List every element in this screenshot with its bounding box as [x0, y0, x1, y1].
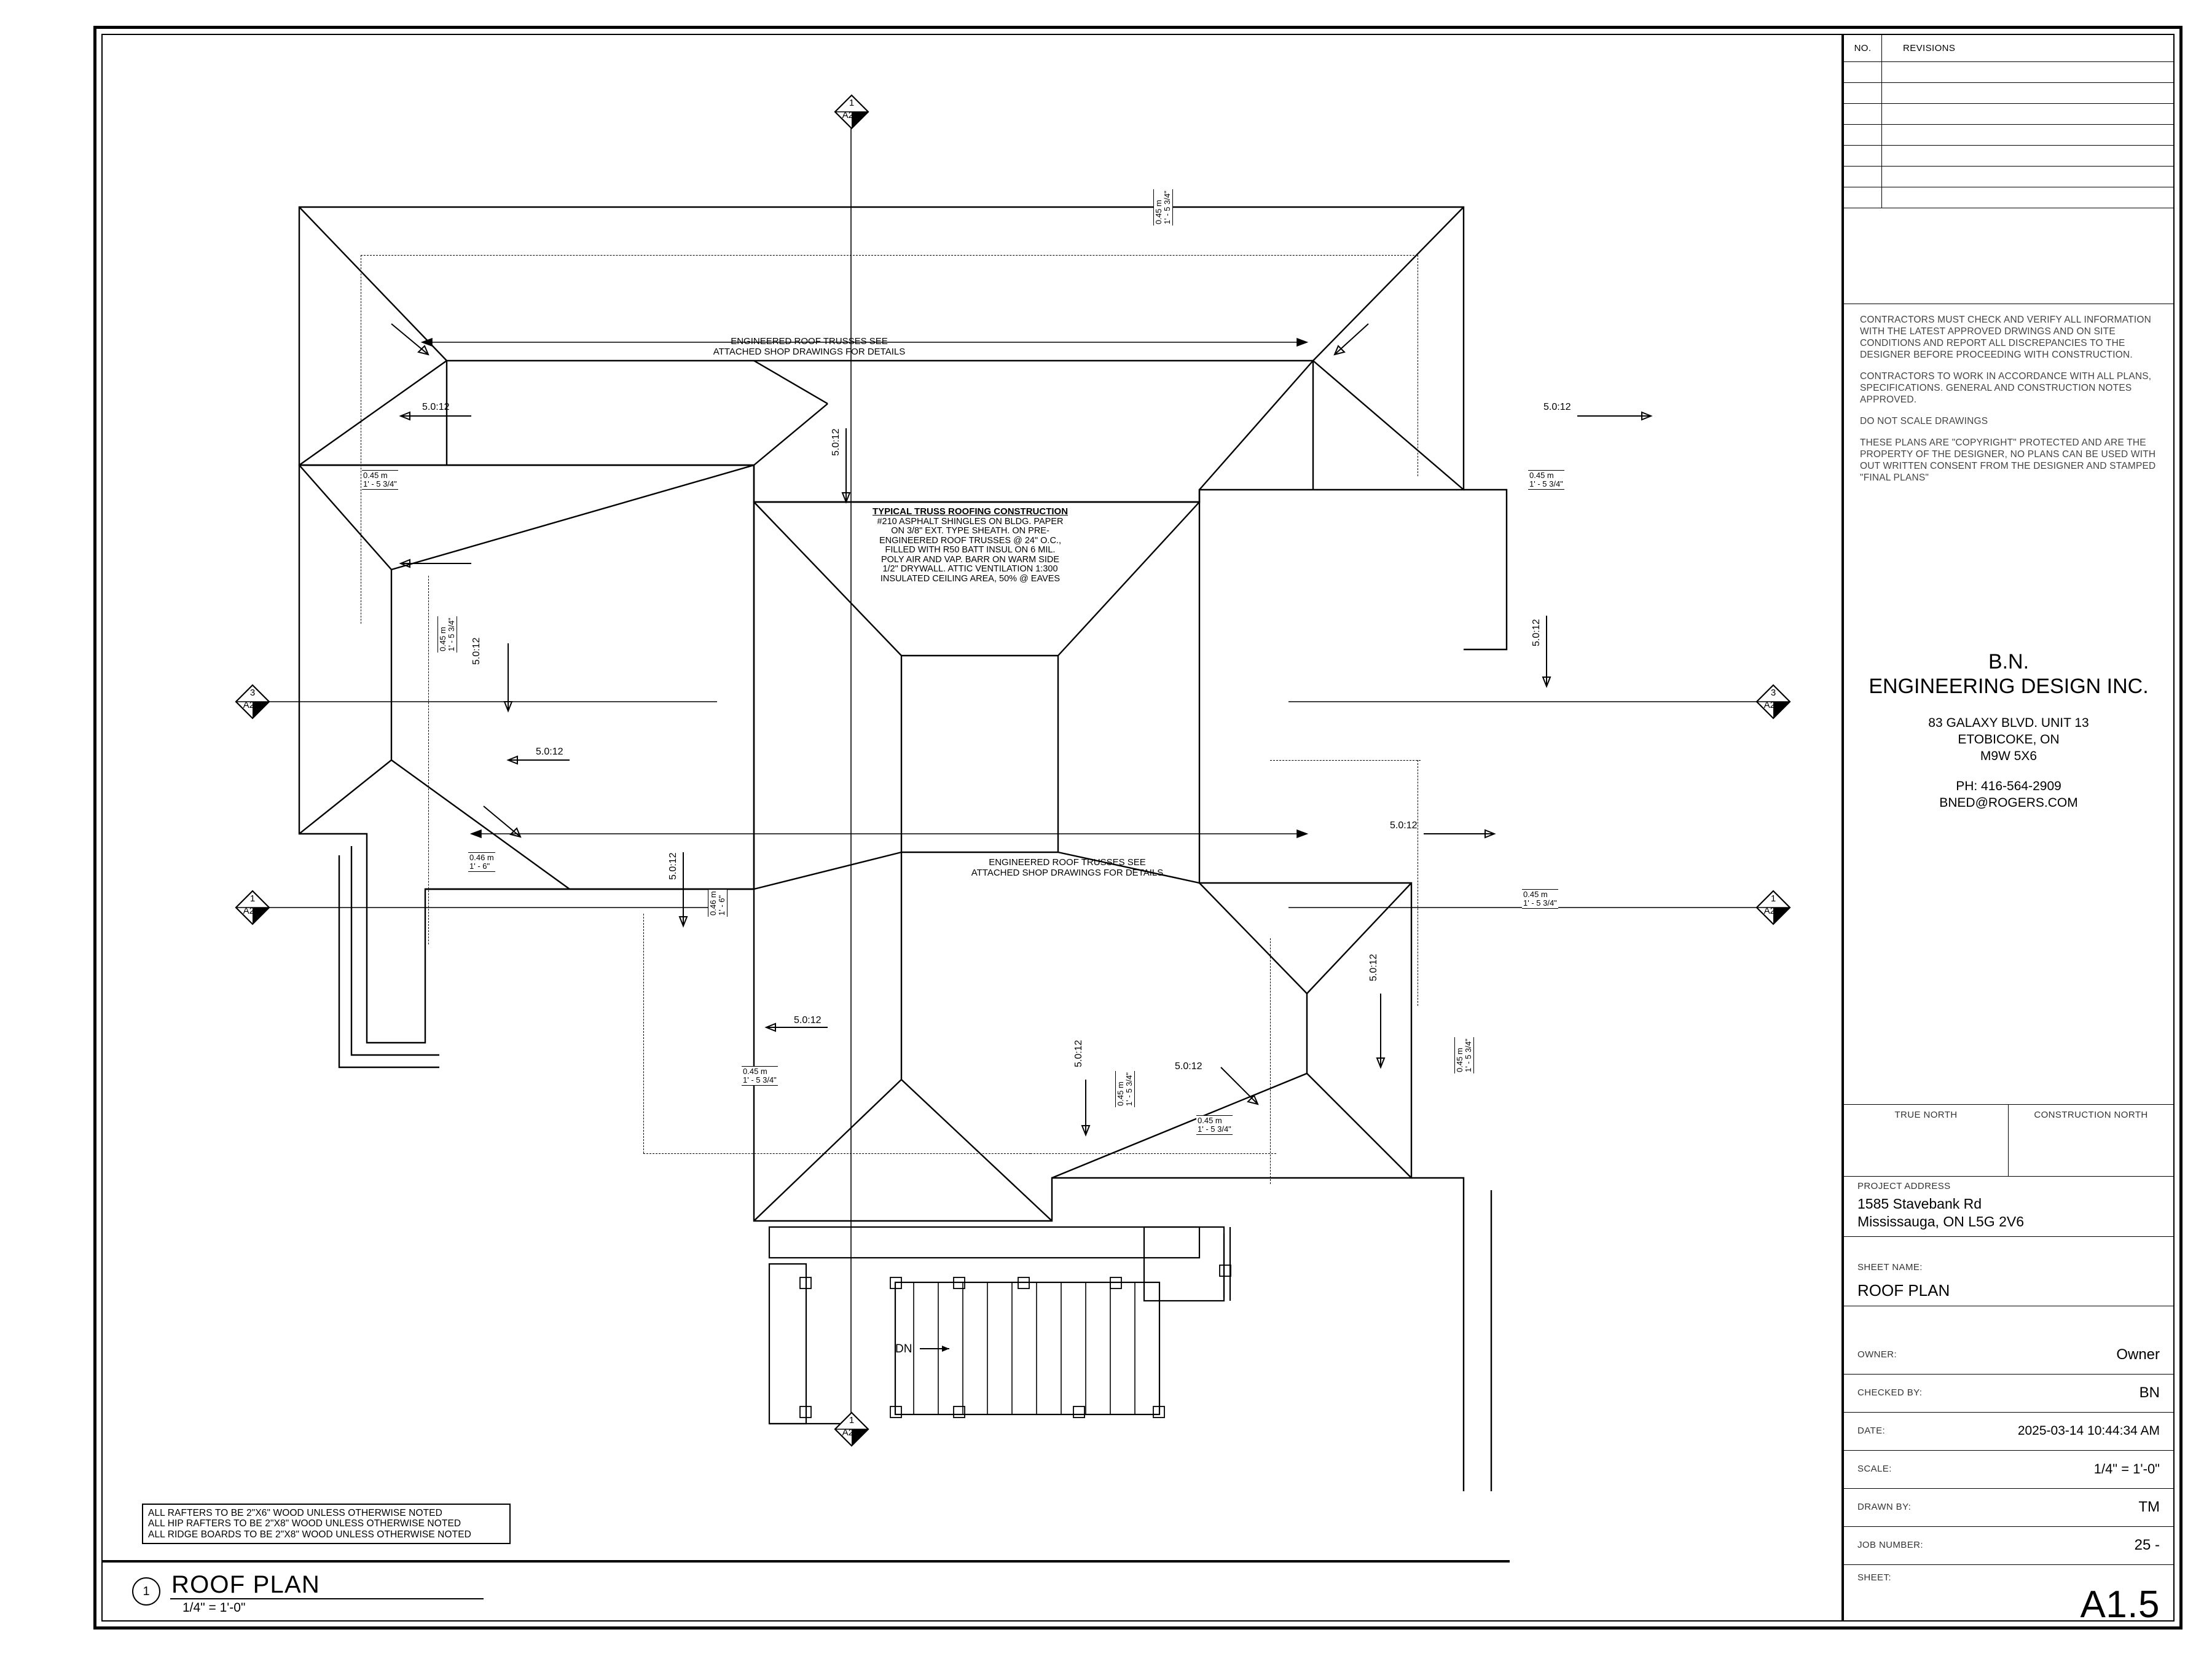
slope-label: 5.0:12: [1390, 820, 1418, 831]
revision-row[interactable]: [1844, 125, 2173, 146]
overhang-dimension: 0.46 m 1' - 6": [469, 853, 494, 871]
sheet-name-field: [1844, 1258, 2173, 1306]
slope-label: 5.0:12: [1531, 619, 1542, 646]
general-notes: [1844, 305, 2173, 500]
project-address-label: PROJECT ADDRESS: [1857, 1181, 1951, 1191]
note-paragraph: DO NOT SCALE DRAWINGS: [1860, 416, 1988, 426]
revision-no-cell: [1844, 146, 1882, 166]
overhang-dimension: 0.45 m 1' - 5 3/4": [1116, 1072, 1134, 1106]
revision-table-header: [1844, 35, 2173, 62]
overhang-dashed-line: [428, 576, 429, 944]
revision-desc-cell: [1882, 146, 2173, 166]
slope-label: 5.0:12: [831, 428, 841, 456]
truss-callout-upper: ENGINEERED ROOF TRUSSES SEE ATTACHED SHOP DRAWINGS FOR DETAILS: [713, 336, 906, 357]
construction-north-label: CONSTRUCTION NORTH: [2034, 1110, 2148, 1120]
revision-row[interactable]: [1844, 167, 2173, 187]
stair-arrow-icon: [920, 1343, 957, 1355]
overhang-dashed-line: [643, 914, 644, 1153]
slope-label: 5.0:12: [1175, 1061, 1202, 1072]
roof-plan-geometry: [103, 35, 1848, 1626]
overhang-dashed-line: [1270, 938, 1271, 1184]
slope-label: 5.0:12: [422, 402, 450, 412]
scale-value: 1/4" = 1'-0": [2093, 1461, 2160, 1477]
sheet-number-value: A1.5: [2080, 1583, 2160, 1626]
overhang-dimension: 0.45 m 1' - 5 3/4": [438, 618, 456, 651]
overhang-dimension: 0.45 m 1' - 5 3/4": [1154, 190, 1172, 224]
owner-label: OWNER:: [1857, 1349, 1897, 1360]
revision-desc-cell: [1882, 125, 2173, 145]
section-marker-left-upper[interactable]: 3 A2.1: [235, 684, 270, 720]
note-paragraph: CONTRACTORS TO WORK IN ACCORDANCE WITH ALL PLANS, SPECIFICATIONS. GENERAL AND CONSTRUCTION NOTES APPROVED.: [1860, 371, 2152, 405]
firm-name-line1: B.N.: [1988, 650, 2030, 673]
truss-callout-lower: ENGINEERED ROOF TRUSSES SEE ATTACHED SHOP DRAWINGS FOR DETAILS: [971, 857, 1164, 878]
job-number-label: JOB NUMBER:: [1857, 1540, 1923, 1550]
north-indicator-row: [1844, 1104, 2173, 1177]
overhang-dimension: 0.45 m 1' - 5 3/4": [1529, 471, 1563, 488]
slope-label: 5.0:12: [1073, 1040, 1084, 1067]
section-marker-bottom[interactable]: 1 A2.2: [834, 1411, 869, 1447]
revision-row[interactable]: [1844, 83, 2173, 104]
date-value: 2025-03-14 10:44:34 AM: [2017, 1423, 2160, 1438]
drawing-number-bubble: 1: [132, 1577, 160, 1606]
job-number-field: [1844, 1527, 2173, 1565]
drawing-sheet: [93, 26, 2183, 1630]
scale-field: [1844, 1451, 2173, 1489]
project-address-field: [1844, 1177, 2173, 1237]
rafter-notes-box: ALL RAFTERS TO BE 2"X6" WOOD UNLESS OTHERWISE NOTED ALL HIP RAFTERS TO BE 2"X8" WOOD UNLESS OTHERWISE NOTED ALL RIDGE BOARDS TO BE 2"X8" WOOD UNLESS OTHERWISE NOTED: [142, 1504, 511, 1545]
firm-address: 83 GALAXY BLVD. UNIT 13 ETOBICOKE, ON M9W 5X6: [1928, 716, 2089, 763]
slope-label: 5.0:12: [1368, 954, 1379, 981]
drawing-title-bar: [103, 1560, 1510, 1620]
section-marker-right-lower[interactable]: 1 A2.1: [1755, 890, 1791, 925]
section-marker-right-upper[interactable]: 3 A2.1: [1755, 684, 1791, 720]
scale-label: SCALE:: [1857, 1464, 1892, 1474]
revision-no-cell: [1844, 125, 1882, 145]
slope-label: 5.0:12: [536, 747, 563, 757]
drawing-title: ROOF PLAN: [171, 1571, 320, 1598]
drawing-title-scale: 1/4" = 1'-0": [182, 1601, 246, 1615]
overhang-dimension: 0.45 m 1' - 5 3/4": [1523, 890, 1557, 908]
date-field: [1844, 1413, 2173, 1451]
section-marker-left-lower[interactable]: 1 A2.1: [235, 890, 270, 925]
drawn-by-value: TM: [2138, 1498, 2160, 1515]
project-address-line1: 1585 Stavebank Rd: [1857, 1196, 1982, 1212]
overhang-dimension: 0.45 m 1' - 5 3/4": [1198, 1116, 1231, 1134]
date-label: DATE:: [1857, 1426, 1886, 1436]
revision-no-cell: [1844, 83, 1882, 103]
overhang-dimension: 0.45 m 1' - 5 3/4": [1455, 1038, 1473, 1072]
slope-label: 5.0:12: [794, 1015, 822, 1026]
checked-by-value: BN: [2139, 1384, 2160, 1401]
revision-desc-cell: [1882, 104, 2173, 124]
firm-contact: [1844, 778, 2173, 811]
revision-row[interactable]: [1844, 62, 2173, 83]
owner-value: Owner: [2116, 1346, 2160, 1363]
firm-name-line2: ENGINEERING DESIGN INC.: [1869, 675, 2149, 698]
note-paragraph: CONTRACTORS MUST CHECK AND VERIFY ALL INFORMATION WITH THE LATEST APPROVED DRWINGS AND ON SITE CONDITIONS AND REPORT ALL DISCREPANCIES TO THE DESIGNER BEFORE PROCEEDING WITH CONSTRUCTION.: [1860, 315, 2152, 360]
revision-row[interactable]: [1844, 187, 2173, 208]
owner-field: [1844, 1336, 2173, 1375]
sheet-inner-border: [101, 34, 2175, 1626]
sheet-name-label: SHEET NAME:: [1857, 1262, 1923, 1273]
overhang-dashed-line: [643, 1153, 1030, 1154]
revision-no-cell: [1844, 62, 1882, 82]
sheet-number-field: [1844, 1569, 2173, 1627]
revision-no-cell: [1844, 187, 1882, 208]
checked-by-field: [1844, 1375, 2173, 1413]
revision-desc-cell: [1882, 83, 2173, 103]
sheet-number-label: SHEET:: [1857, 1572, 1891, 1583]
roof-plan-drawing-area: [103, 35, 1841, 1620]
note-paragraph: THESE PLANS ARE "COPYRIGHT" PROTECTED AND ARE THE PROPERTY OF THE DESIGNER, NO PLANS CAN BE USED WITH OUT WRITTEN CONSENT FROM THE DESIGNER AND STAMPED "FINAL PLANS": [1860, 437, 2156, 483]
revision-col-no: NO.: [1844, 35, 1882, 61]
overhang-dashed-line: [1030, 1153, 1276, 1154]
overhang-dimension: 0.46 m 1' - 6": [708, 891, 726, 916]
overhang-dashed-line: [1270, 760, 1421, 761]
revision-desc-cell: [1882, 62, 2173, 82]
overhang-dimension: 0.45 m 1' - 5 3/4": [743, 1067, 777, 1084]
project-address-line2: Mississauga, ON L5G 2V6: [1857, 1214, 2025, 1230]
drawn-by-label: DRAWN BY:: [1857, 1502, 1912, 1512]
revision-no-cell: [1844, 167, 1882, 187]
revision-row[interactable]: [1844, 104, 2173, 125]
firm-identity-block: [1844, 649, 2173, 811]
revision-row[interactable]: [1844, 146, 2173, 167]
typical-truss-construction-note: TYPICAL TRUSS ROOFING CONSTRUCTION #210 ASPHALT SHINGLES ON BLDG. PAPER ON 3/8" EXT. TYPE SHEATH. ON PRE- ENGINEERED ROOF TRUSSES @ 24" O.C., FILLED WITH R50 BATT INSUL ON 6 MIL. POLY AIR AND VAP. BARR ON WARM SIDE 1/2" DRYWALL. ATTIC VENTILATION 1:300 INSULATED CEILING AREA, 50% @ EAVES: [872, 506, 1069, 584]
title-block: [1841, 35, 2173, 1626]
drawn-by-field: [1844, 1489, 2173, 1527]
revision-col-title: REVISIONS: [1903, 43, 1956, 53]
overhang-dimension: 0.45 m 1' - 5 3/4": [363, 471, 397, 488]
true-north-label: TRUE NORTH: [1844, 1105, 2009, 1176]
stair-direction-label: DN: [895, 1343, 912, 1355]
drawing-title-underline: [170, 1598, 484, 1599]
firm-phone: PH: 416-564-2909: [1956, 779, 2061, 793]
section-marker-top[interactable]: 1 A2.2: [834, 94, 869, 130]
revision-desc-cell: [1882, 187, 2173, 208]
slope-label: 5.0:12: [1543, 402, 1571, 412]
sheet-name-value: ROOF PLAN: [1857, 1281, 1950, 1300]
checked-by-label: CHECKED BY:: [1857, 1387, 1923, 1398]
slope-label: 5.0:12: [668, 852, 678, 880]
revision-no-cell: [1844, 104, 1882, 124]
job-number-value: 25 -: [2134, 1536, 2160, 1553]
overhang-dashed-line: [361, 255, 1418, 256]
revision-desc-cell: [1882, 167, 2173, 187]
firm-email[interactable]: BNED@ROGERS.COM: [1939, 796, 2078, 810]
slope-label: 5.0:12: [471, 637, 482, 665]
